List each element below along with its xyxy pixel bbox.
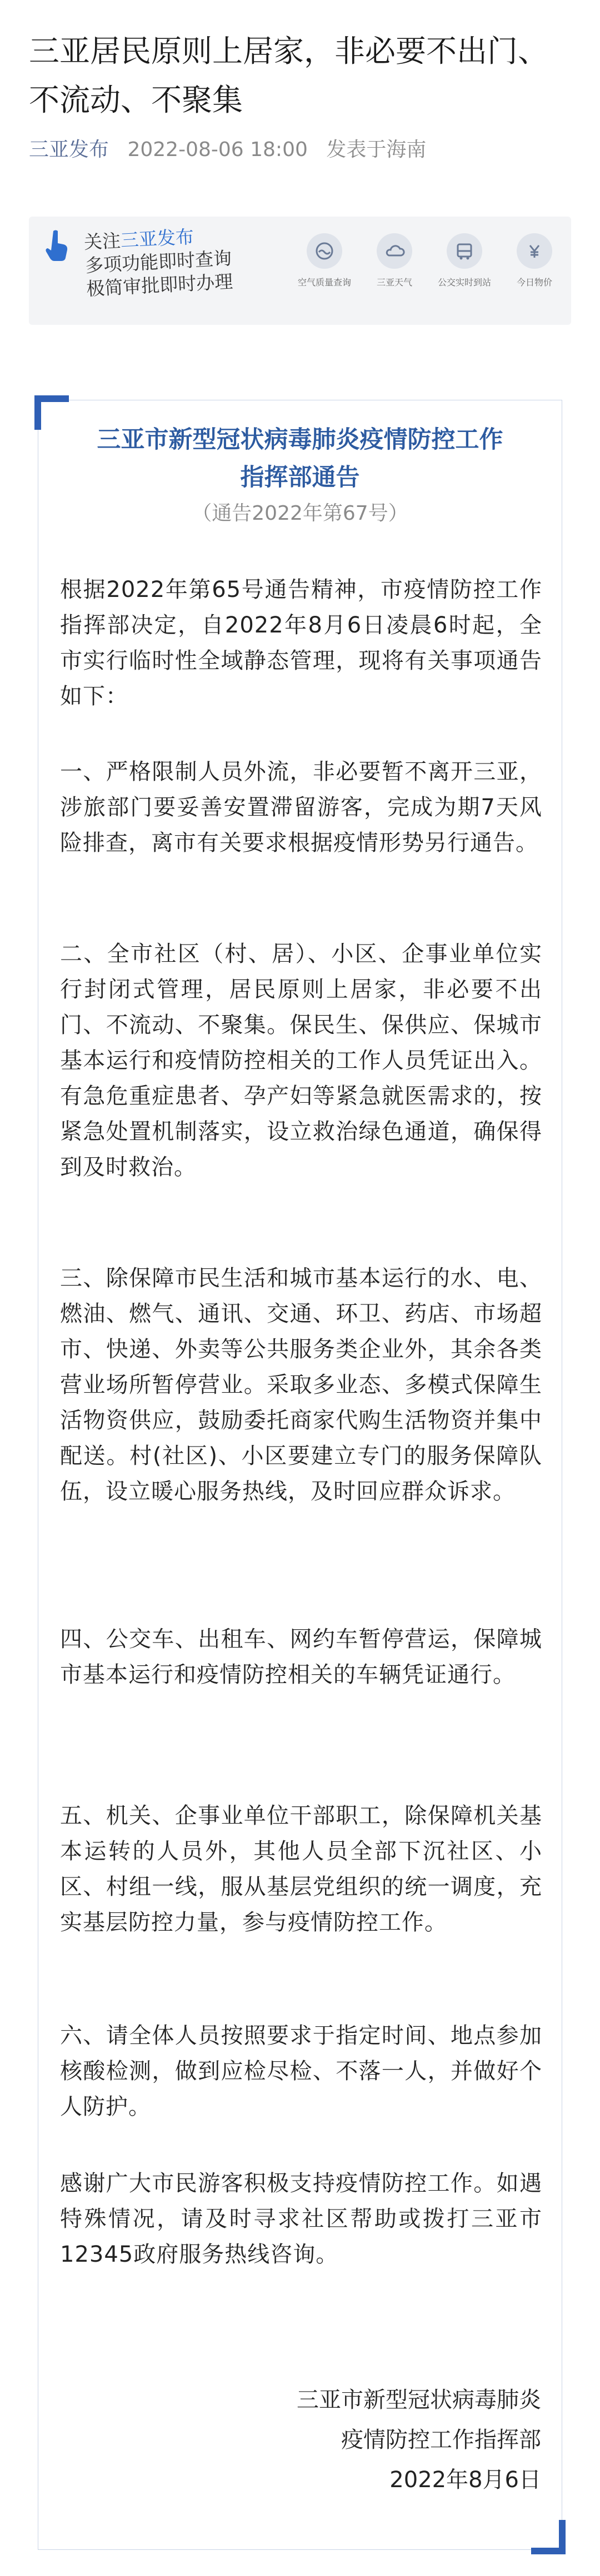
notice-paragraph: 感谢广大市民游客积极支持疫情防控工作。如遇特殊情况，请及时寻求社区帮助或拨打三亚市12345政府服务热线咨询。	[60, 2171, 542, 2267]
notice-number: （通告2022年第67号）	[192, 502, 408, 525]
notice-paragraph: 根据2022年第65号通告精神，市疫情防控工作指挥部决定，自2022年8月6日凌晨6时起，全市实行临时性全域静态管理，现将有关事项通告如下：	[60, 577, 542, 709]
account-name-link[interactable]: 三亚发布	[29, 138, 109, 161]
notice-paragraph: 四、公交车、出租车、网约车暂停营运，保障城市基本运行和疫情防控相关的车辆凭证通行。	[60, 1626, 542, 1688]
article-title: 三亚居民原则上居家，非必要不出门、不流动、不聚集	[29, 33, 549, 118]
pointing-hand-icon	[46, 229, 70, 262]
publish-time: 2022-08-06 18:00	[127, 138, 308, 161]
notice-paragraph: 五、机关、企事业单位干部职工，除保障机关基本运转的人员外，其他人员全部下沉社区、小区、村组一线，服从基层党组织的统一调度，充实基层防控力量，参与疫情防控工作。	[60, 1803, 542, 1935]
air-quality-icon	[307, 233, 342, 269]
promo-brand: 三亚发布	[119, 225, 194, 252]
promo-line2: 多项功能即时查询	[84, 247, 232, 277]
promo-text	[83, 223, 233, 301]
article-meta	[29, 133, 426, 167]
notice-title-line2: 指挥部通告	[240, 464, 360, 491]
bus-icon	[447, 233, 482, 269]
tile-label: 公交实时到站	[437, 277, 491, 288]
promo-prefix: 关注	[83, 229, 122, 253]
tile-bus[interactable]	[433, 233, 496, 288]
notice-paragraph: 三、除保障市民生活和城市基本运行的水、电、燃油、燃气、通讯、交通、环卫、药店、市场超市、快递、外卖等公共服务类企业外，其余各类营业场所暂停营业。采取多业态、多模式保障生活物资供应，鼓励委托商家代购生活物资并集中配送。村(社区)、小区要建立专门的服务保障队伍，设立暖心服务热线，及时回应群众诉求。	[60, 1266, 542, 1504]
tile-label: 空气质量查询	[297, 277, 351, 288]
price-icon	[517, 233, 552, 269]
tile-air-quality[interactable]	[293, 233, 356, 288]
notice-title	[38, 421, 562, 496]
notice-title-line1: 三亚市新型冠状病毒肺炎疫情防控工作	[97, 426, 503, 454]
signature-line: 疫情防控工作指挥部	[341, 2427, 541, 2453]
tile-label: 三亚天气	[376, 277, 412, 288]
notice-paragraph: 一、严格限制人员外流，非必要暂不离开三亚，涉旅部门要妥善安置滞留游客，完成为期7天风险排查，离市有关要求根据疫情形势另行通告。	[60, 759, 542, 856]
tile-label: 今日物价	[516, 277, 552, 288]
signature-date: 2022年8月6日	[389, 2467, 541, 2493]
weather-icon	[377, 233, 412, 269]
tile-price[interactable]	[503, 233, 566, 288]
notice-paragraph: 六、请全体人员按照要求于指定时间、地点参加核酸检测，做到应检尽检、不落一人，并做好个人防护。	[60, 2023, 542, 2120]
promo-line3: 极简审批即时办理	[86, 270, 234, 300]
notice-paragraph: 二、全市社区（村、居）、小区、企事业单位实行封闭式管理，居民原则上居家，非必要不出门、不流动、不聚集。保民生、保供应、保城市基本运行和疫情防控相关的工作人员凭证出入。有急危重症患者、孕产妇等紧急就医需求的，按紧急处置机制落实，设立救治绿色通道，确保得到及时救治。	[60, 941, 542, 1180]
corner-accent	[559, 2520, 566, 2554]
service-tiles	[293, 233, 571, 288]
tile-weather[interactable]	[363, 233, 426, 288]
signature-line: 三亚市新型冠状病毒肺炎	[297, 2387, 541, 2413]
promo-banner[interactable]	[29, 217, 571, 325]
publish-location: 发表于海南	[326, 138, 427, 161]
